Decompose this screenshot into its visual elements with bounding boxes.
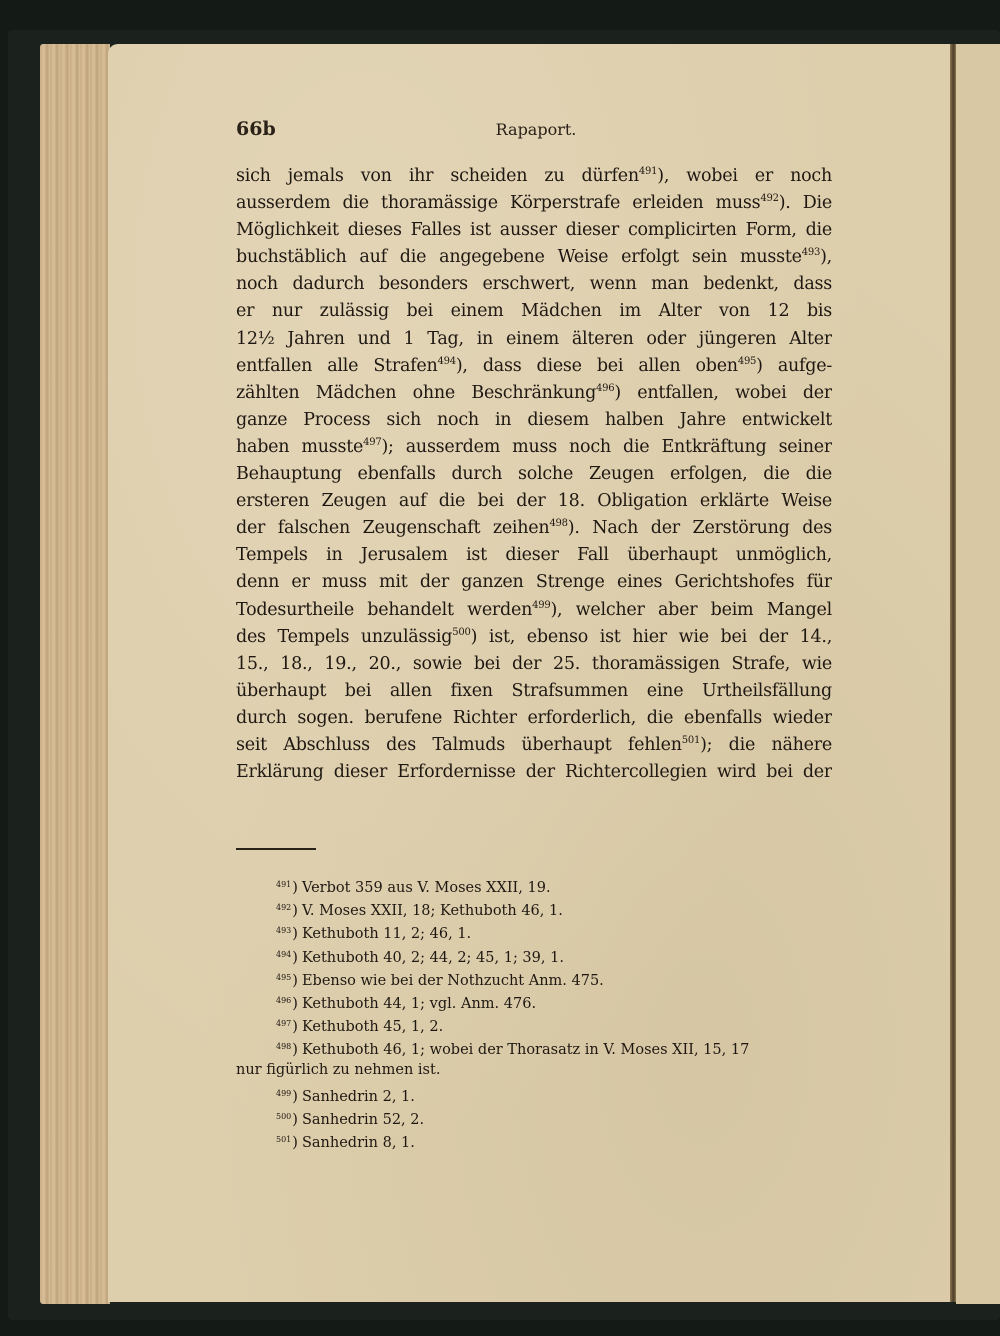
text-run: ) aufge-: [756, 355, 832, 376]
footnote-paren: ): [292, 903, 298, 920]
footnote-reference[interactable]: 494: [437, 355, 456, 367]
facing-page-edge: [956, 44, 1000, 1304]
text-run: Erklärung dieser Erfordernisse der Richtercollegien wird bei der: [236, 762, 832, 783]
page-header: [236, 118, 836, 144]
footnote-text: V. Moses XXII, 18; Kethuboth 46, 1.: [301, 903, 563, 920]
text-run: ). Nach der Zerstörung des: [567, 518, 832, 539]
footnote: [236, 896, 832, 919]
text-run: überhaupt bei allen fixen Strafsummen eine Urtheilsfällung: [236, 680, 832, 701]
footnote-paren: ): [292, 1088, 298, 1105]
footnote-reference[interactable]: 497: [363, 436, 382, 448]
footnote-paren: ): [292, 1111, 298, 1128]
body-line: [236, 597, 832, 624]
footnote: [236, 989, 832, 1012]
text-run: Behauptung ebenfalls durch solche Zeugen erfolgen, die die: [236, 464, 832, 485]
body-line: [236, 217, 832, 244]
text-run: ); die nähere: [700, 734, 832, 755]
footnote-number: 497: [276, 1019, 292, 1029]
footnote: [236, 966, 832, 989]
text-run: ersteren Zeugen auf die bei der 18. Obligation erklärte Weise: [236, 491, 832, 512]
footnote-reference[interactable]: 491: [638, 166, 658, 177]
text-run: buchstäblich auf die angegebene Weise erfolgt sein musste: [236, 247, 802, 268]
footnote: [236, 1035, 832, 1058]
footnote: [236, 1105, 832, 1128]
footnote-number: 499: [276, 1088, 292, 1098]
body-line: [236, 380, 832, 407]
footnote-paren: ): [292, 880, 298, 896]
body-line: [236, 190, 832, 217]
footnote-text: nur figürlich zu nehmen ist.: [236, 1061, 441, 1078]
footnote-paren: ): [292, 972, 298, 989]
text-run: haben musste: [236, 436, 364, 457]
footnote-paren: ): [292, 926, 298, 943]
footnote-text: Verbot 359 aus V. Moses XXII, 19.: [301, 880, 551, 896]
running-head: Rapaport.: [495, 120, 577, 139]
text-run: ) entfallen, wobei der: [614, 382, 832, 403]
footnote-paren: ): [292, 1135, 298, 1152]
footnote-reference[interactable]: 492: [760, 193, 779, 205]
footnote-number: 500: [276, 1111, 292, 1121]
footnote-text: Kethuboth 46, 1; wobei der Thorasatz in V. Moses XII, 15, 17: [301, 1042, 750, 1059]
body-line: [236, 298, 832, 325]
footnote: [236, 919, 832, 942]
text-run: ), dass diese bei allen oben: [455, 355, 738, 376]
text-run: 15., 18., 19., 20., sowie bei der 25. thoramässigen Strafe, wie: [236, 653, 832, 674]
body-line: [236, 434, 832, 461]
body-line: [236, 461, 832, 488]
text-run: Todesurtheile behandelt werden: [236, 599, 533, 620]
text-run: des Tempels unzulässig: [236, 626, 453, 647]
text-run: 12½ Jahren und 1 Tag, in einem älteren oder jüngeren Alter: [236, 328, 832, 349]
body-line: [236, 759, 832, 786]
footnote-paren: ): [292, 995, 298, 1012]
footnote-number: 495: [276, 972, 292, 982]
text-run: noch dadurch besonders erschwert, wenn man bedenkt, dass: [236, 274, 832, 295]
body-line: [236, 515, 832, 542]
text-run: ausserdem die thoramässige Körperstrafe erleiden muss: [236, 193, 761, 214]
footnote-reference[interactable]: 496: [596, 382, 615, 394]
footnote-paren: ): [292, 949, 298, 966]
text-run: ),: [820, 247, 832, 268]
footnote-text: Kethuboth 44, 1; vgl. Anm. 476.: [301, 995, 537, 1012]
footnote-number: 492: [276, 903, 292, 913]
footnote-number: 498: [276, 1042, 292, 1052]
body-line: [236, 163, 832, 190]
text-run: sich jemals von ihr scheiden zu dürfen: [236, 166, 639, 186]
footnote-reference[interactable]: 501: [681, 734, 701, 746]
text-run: Möglichkeit dieses Falles ist ausser dieser complicirten Form, die: [236, 220, 832, 241]
footnote-number: 494: [276, 949, 292, 959]
body-line: [236, 407, 832, 434]
text-run: ); ausserdem muss noch die Entkräftung seiner: [381, 436, 832, 457]
footnote-reference[interactable]: 498: [549, 518, 568, 530]
footnote: [236, 1012, 832, 1035]
body-line: [236, 271, 832, 298]
footnotes: [236, 873, 832, 1151]
footnote-text: Ebenso wie bei der Nothzucht Anm. 475.: [301, 972, 604, 989]
text-run: ), wobei er noch: [657, 166, 832, 186]
footnote: [236, 943, 832, 966]
text-run: ), welcher aber beim Mangel: [550, 599, 832, 620]
footnote-number: 501: [276, 1135, 292, 1145]
body-line: [236, 678, 832, 705]
body-line: [236, 569, 832, 596]
footnote-text: Kethuboth 45, 1, 2.: [301, 1019, 444, 1036]
text-run: er nur zulässig bei einem Mädchen im Alter von 12 bis: [236, 301, 832, 322]
footnote-separator: [236, 848, 316, 850]
footnote: [236, 1082, 832, 1105]
footnote-reference[interactable]: 500: [452, 626, 471, 638]
footnote-text: Kethuboth 11, 2; 46, 1.: [301, 926, 472, 943]
page-number: 66b: [236, 118, 276, 140]
footnote-text: Kethuboth 40, 2; 44, 2; 45, 1; 39, 1.: [301, 949, 564, 966]
body-line: [236, 488, 832, 515]
body-text: [236, 163, 832, 786]
body-line: [236, 705, 832, 732]
footnote: [236, 873, 832, 896]
footnote-text: Sanhedrin 2, 1.: [301, 1088, 415, 1105]
text-run: Tempels in Jerusalem ist dieser Fall überhaupt unmöglich,: [236, 545, 832, 566]
text-run: seit Abschluss des Talmuds überhaupt fehlen: [236, 734, 682, 755]
body-line: [236, 353, 832, 380]
text-run: denn er muss mit der ganzen Strenge eines Gerichtshofes für: [236, 572, 832, 593]
text-run: ). Die: [778, 193, 832, 214]
footnote-continuation: [236, 1059, 832, 1082]
text-run: der falschen Zeugenschaft zeihen: [236, 518, 550, 539]
body-line: [236, 624, 832, 651]
footnote-paren: ): [292, 1019, 298, 1036]
page-edges: [40, 44, 110, 1304]
text-run: ) ist, ebenso ist hier wie bei der 14.,: [470, 626, 832, 647]
body-line: [236, 651, 832, 678]
footnote-text: Sanhedrin 8, 1.: [301, 1135, 415, 1152]
footnote-reference[interactable]: 495: [737, 355, 757, 367]
body-line: [236, 244, 832, 271]
footnote-number: 491: [276, 880, 292, 889]
text-run: zählten Mädchen ohne Beschränkung: [236, 382, 597, 403]
footnote-number: 493: [276, 926, 292, 936]
footnote-reference[interactable]: 493: [801, 247, 821, 259]
body-line: [236, 326, 832, 353]
footnote-paren: ): [292, 1042, 298, 1059]
body-line: [236, 732, 832, 759]
footnote-text: Sanhedrin 52, 2.: [301, 1111, 425, 1128]
footnote-number: 496: [276, 995, 292, 1005]
text-run: entfallen alle Strafen: [236, 355, 438, 376]
text-run: durch sogen. berufene Richter erforderlich, die ebenfalls wieder: [236, 707, 832, 728]
footnote-reference[interactable]: 499: [532, 599, 551, 611]
body-line: [236, 542, 832, 569]
footnote: [236, 1128, 832, 1151]
text-run: ganze Process sich noch in diesem halben Jahre entwickelt: [236, 409, 832, 430]
